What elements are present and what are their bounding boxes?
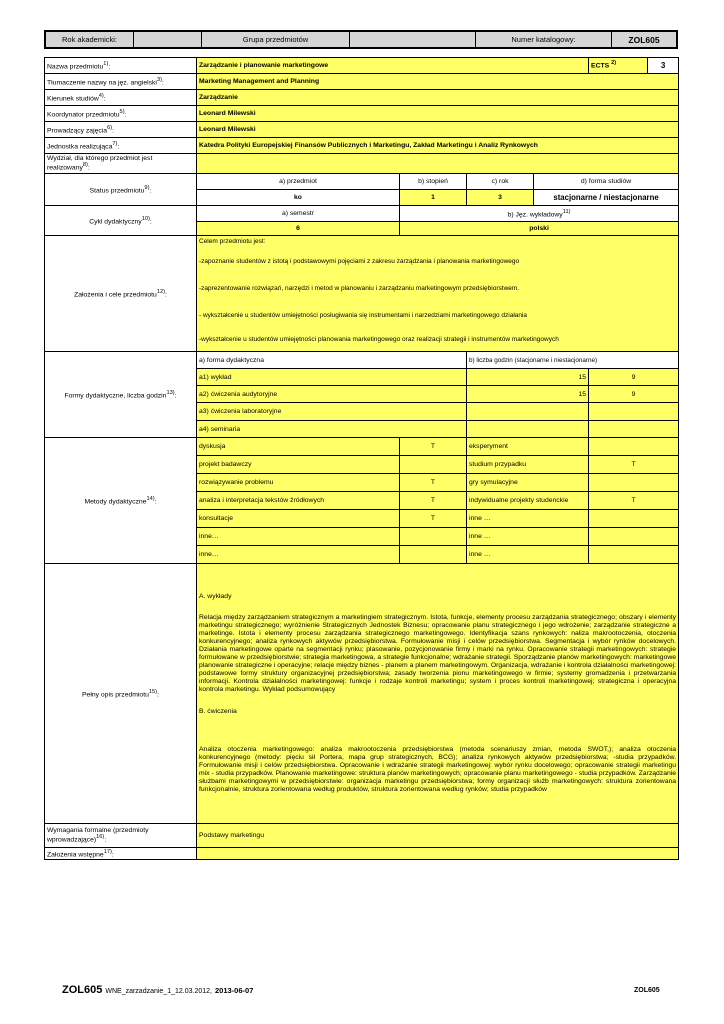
status-a-value: ko: [197, 190, 400, 206]
method-right: gry symulacyjne: [467, 474, 589, 492]
header-bar: [44, 30, 678, 49]
method-left-flag: T: [400, 492, 467, 510]
form-name: a4) seminaria: [197, 421, 467, 438]
direction-value: Zarządzanie: [197, 90, 679, 106]
row-requirements: [45, 824, 679, 848]
row-direction: [45, 90, 679, 106]
form-hours-full-time: [467, 421, 589, 438]
row-description: [45, 564, 679, 824]
method-left: rozwiązywanie problemu: [197, 474, 400, 492]
row-cycle-headers: [45, 206, 679, 222]
method-left-flag: T: [400, 438, 467, 456]
method-right-flag: T: [589, 492, 679, 510]
form-hours-part-time: 9: [589, 369, 679, 386]
goals-value: [197, 236, 679, 352]
status-label: Status przedmiotu$^{9)}$:: [45, 174, 197, 206]
semester-value: 6: [197, 222, 400, 236]
footer-date: 2013-06-07: [215, 986, 254, 995]
row-status-headers: [45, 174, 679, 190]
row-forms-header: [45, 352, 679, 369]
course-group-label: Grupa przedmiotów: [202, 32, 350, 47]
form-name: a2) ćwiczenia audytoryjne: [197, 386, 467, 403]
course-name-label: Nazwa przedmiotu$^{1)}$:: [45, 58, 197, 74]
ects-label: ECTS $^{2)}$: [589, 58, 648, 73]
english-name-label: Tłumaczenie nazwy na jęz. angielski$^{3)}$:: [45, 74, 197, 90]
english-name-value: Marketing Management and Planning: [197, 74, 679, 90]
forms-label: Formy dydaktyczne, liczba godzin$^{13)}$:: [45, 352, 197, 438]
method-left: konsultacje: [197, 510, 400, 528]
requirements-value: Podstawy marketingu: [197, 824, 679, 848]
goals-intro: Celem przedmiotu jest:: [199, 238, 266, 245]
method-right: eksperyment: [467, 438, 589, 456]
footer-code: ZOL605: [62, 984, 103, 996]
method-left: dyskusja: [197, 438, 400, 456]
goals-item-4: -wykształcenie u studentów umiejętności planowania marketingowego oraz realizacji strategii i instrumentów marketingowych: [199, 336, 559, 343]
forms-a-label: a) forma dydaktyczna: [197, 352, 467, 369]
row-english-name: [45, 74, 679, 90]
row-coordinator: [45, 106, 679, 122]
goals-label: Założenia i cele przedmiotu$^{12)}$:: [45, 236, 197, 352]
methods-row: [45, 438, 679, 456]
coordinator-value: Leonard Milewski: [197, 106, 679, 122]
status-c-label: c) rok: [467, 174, 534, 190]
teacher-label: Prowadzący zajęcia$^{6)}$:: [45, 122, 197, 138]
method-right-flag: [589, 438, 679, 456]
ects-value: 3: [648, 58, 678, 73]
form-name: a1) wykład: [197, 369, 467, 386]
row-teacher: [45, 122, 679, 138]
forms-b-label: b) liczba godzin (stacjonarne i niestacjonarne): [467, 352, 679, 369]
footer-file: WNE_zarzadzanie_1_12.03.2012,: [105, 988, 212, 995]
form-hours-full-time: 15: [467, 369, 589, 386]
row-course-name: [45, 58, 679, 74]
unit-value: Katedra Polityki Europejskiej Finansów Publicznych i Marketingu, Zakład Marketingu i Analiz Rynkowych: [197, 138, 679, 154]
methods-label: Metody dydaktyczne$^{14)}$:: [45, 438, 197, 564]
form-hours-part-time: 9: [589, 386, 679, 403]
method-right-flag: T: [589, 456, 679, 474]
coordinator-label: Koordynator przedmiotu$^{5)}$:: [45, 106, 197, 122]
goals-item-3: - wykształcenie u studentów umiejętności posługiwania się instrumentami i narzedziami marketingowego działania: [199, 312, 528, 319]
method-left: analiza i interpretacja tekstów źródłowych: [197, 492, 400, 510]
method-left-flag: [400, 528, 467, 546]
footer: [62, 984, 253, 996]
footer-right-code: ZOL605: [634, 987, 660, 994]
goals-item-1: -zapoznanie studentów z istotą i podstawowymi pojęciami z zakresu zarządzania i planowania marketingowego: [199, 258, 520, 265]
method-right: inne …: [467, 546, 589, 564]
status-b-label: b) stopień: [400, 174, 467, 190]
method-left: inne…: [197, 528, 400, 546]
method-right-flag: [589, 546, 679, 564]
form-hours-part-time: [589, 403, 679, 421]
row-goals: [45, 236, 679, 352]
course-name-value: Zarządzanie i planowanie marketingowe: [197, 58, 589, 74]
method-left-flag: T: [400, 510, 467, 528]
academic-year-value: [134, 32, 202, 47]
form-hours-part-time: [589, 421, 679, 438]
status-a-label: a) przedmiot: [197, 174, 400, 190]
academic-year-label: Rok akademicki:: [46, 32, 134, 47]
course-syllabus-table: [44, 57, 679, 860]
description-value: [197, 564, 679, 824]
teacher-value: Leonard Milewski: [197, 122, 679, 138]
method-left-flag: [400, 456, 467, 474]
form-hours-full-time: [467, 403, 589, 421]
method-right-flag: [589, 474, 679, 492]
catalog-number-label: Numer katalogowy:: [476, 32, 612, 47]
method-right-flag: [589, 510, 679, 528]
lecture-heading: A. wykłady: [199, 593, 232, 600]
method-left: projekt badawczy: [197, 456, 400, 474]
status-d-label: d) forma studiów: [534, 174, 679, 190]
status-c-value: 3: [467, 190, 534, 206]
language-value: polski: [400, 222, 679, 236]
unit-label: Jednostka realizująca$^{7)}$:: [45, 138, 197, 154]
direction-label: Kierunek studiów$^{4)}$:: [45, 90, 197, 106]
exercise-heading: B. ćwiczenia: [199, 708, 237, 715]
status-b-value: 1: [400, 190, 467, 206]
method-right-flag: [589, 528, 679, 546]
description-label: Pełny opis przedmiotu$^{15)}$:: [45, 564, 197, 824]
method-left-flag: T: [400, 474, 467, 492]
row-faculty: [45, 154, 679, 174]
status-d-value: stacjonarne / niestacjonarne: [534, 190, 679, 206]
prerequisites-label: Założenia wstępne$^{17)}$:: [45, 848, 197, 860]
prerequisites-value: [197, 848, 679, 860]
method-right: inne …: [467, 528, 589, 546]
method-right: indywidualne projekty studenckie: [467, 492, 589, 510]
method-left-flag: [400, 546, 467, 564]
faculty-label: Wydział, dla którego przedmiot jest realizowany$^{8)}$:: [45, 154, 197, 174]
method-left: inne…: [197, 546, 400, 564]
requirements-label: Wymagania formalne (przedmioty wprowadzające)$^{16)}$:: [45, 824, 197, 848]
form-name: a3) ćwiczenia laboratoryjne: [197, 403, 467, 421]
faculty-value: [197, 154, 679, 174]
method-right: studium przypadku: [467, 456, 589, 474]
method-right: inne …: [467, 510, 589, 528]
language-label: b) Jęz. wykładowy$^{11)}$: [400, 206, 679, 222]
semester-label: a) semestr: [197, 206, 400, 222]
ects-cell: [589, 58, 679, 74]
row-prerequisites: [45, 848, 679, 860]
row-unit: [45, 138, 679, 154]
course-group-value: [350, 32, 476, 47]
cycle-label: Cykl dydaktyczny$^{10)}$:: [45, 206, 197, 236]
catalog-number-value: ZOL605: [612, 32, 676, 47]
lecture-text: Relacja między zarządzaniem strategicznym a marketingiem strategicznym. Istota, funkcje, elementy procesu zarządzania strategicznego; obszary i elementy marketingu strategicznego; wyróżnienie Strategicznych Jednostek Biznesu; opracowanie planu strategicznego i jego wdrożenie; zarządzanie strategiczne a marketinge. Istota i elementy procesu zarządzania strategicznego marketingowego. Identyfikacja szans rynkowych: naliza makrootoczenia, otoczenia konkurencyjnego; analiza rynkowych aktywów przedsiębiorstwa. Formułowanie misji i celów przedsiębiorstwa. Segmentacja i wybór rynków docelowych. Działania marketingowe oparte na segmentacji rynku; plasowanie, pozycjonowanie firmy i marki na rynku. Opracowanie strategii marketingowych: strategie formułowane w przedsiębiorstwie; strategia marketingowa, a strategie funkcjonalne; wdrażanie strategii. Sporządzanie planów marketingowych: marketingowe planowanie strategiczne i operacyjne; relacje między biznes - planem a planem marketingowym. Organizacja, wdrażanie i kontrola działalności marketingowej: podstawowe formy struktury organizacyjnej przedsiębiorstwa; zasady tworzenia pionu marketingowego w firmie; systemy gromadzenia i przetwarzania informacji. Kontrola działalności marketingowej: funkcje i rodzaje kontroli marketingu; system i proces kontroli marketingowej; strategiczna i operacyjna kontrola marketingu. Wykład podsumowujący: [199, 614, 677, 693]
form-hours-full-time: 15: [467, 386, 589, 403]
exercise-text: Analiza otoczenia marketingowego: analiza makrootoczenia przedsiębiorstwa (metoda scenariuszy zmian, metoda SWOT,); analiza otoczenia konkurencyjnego (metody: pięciu sił Portera, mapa grup strategicznych, BCG); analiza rynkowych aktywów przedsiębiorstwa; -studia przypadków. Formułowanie misji i celów przedsiębiorstwa. Opracowanie i wdrażanie strategii marketingowej: wybór rynku docelowego; opracowanie strategii marketingu mix - studia przypadków. Planowanie marketingowe: struktura planów marketingowych; opracowanie planu marketingowego - studia przypadków. Zarządzanie służbami marketingowymi w przedsiębiorstwie: organizacja marketingu przedsiębiorstwa; formy organizacji służb marketingowych: struktura zorientowana funkcjonalnie, struktura zorientowana według produktów, struktura zorientowana według rynków; studia przypadków: [199, 746, 677, 793]
goals-item-2: -zaprezentowanie rozwiązań, narzędzi i metod w planowaniu i zarządzaniu marketingowym przedsiębiorstwem.: [199, 285, 520, 292]
